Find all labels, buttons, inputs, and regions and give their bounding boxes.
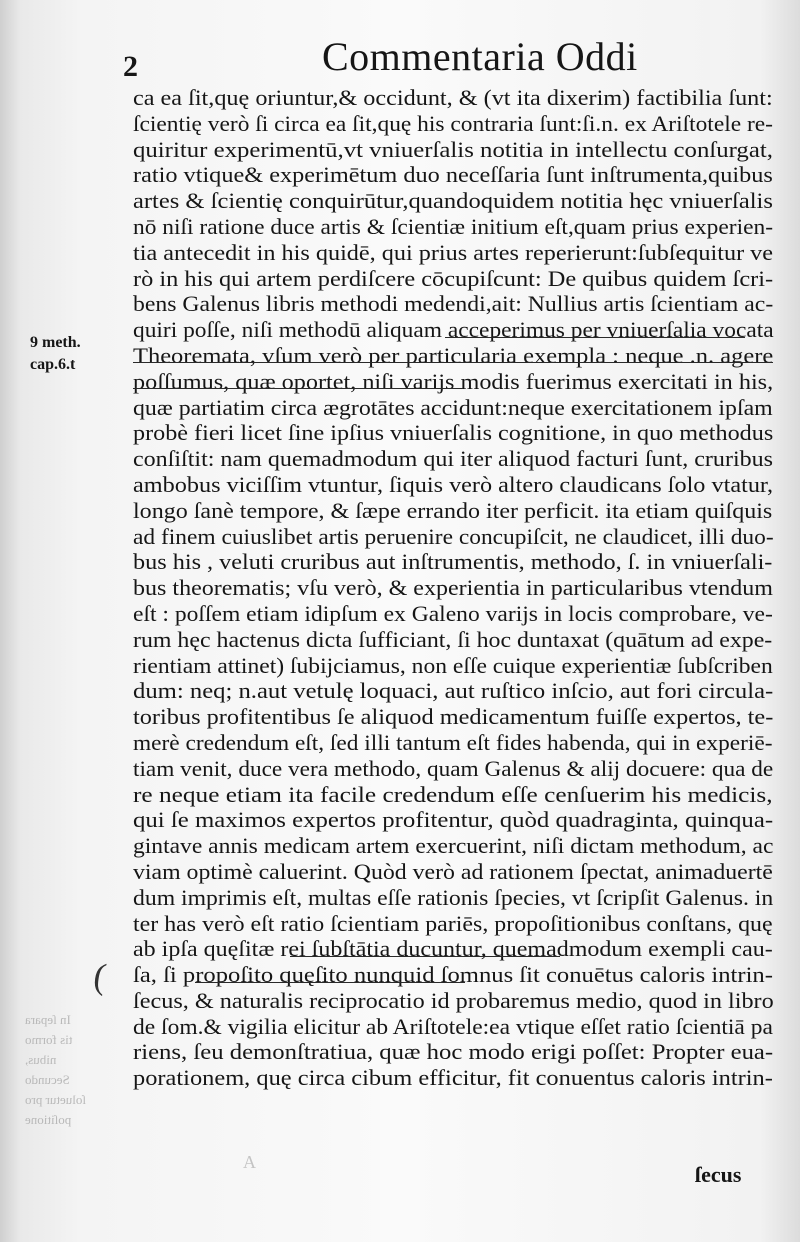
page-header [0,30,800,83]
show-through-text: In ſepara tis formo nibus, Secundo ſoluetur pro poſitione [25,1012,87,1127]
text-line: ab ipſa quęſitæ rei ſubſtātia ducuntur, quemadmodum exempli cau- [133,936,773,962]
text-line: porationem, quę circa cibum efficitur, fit conuentus caloris intrin- [133,1065,773,1091]
marginal-note-line: cap.6.t [30,356,76,373]
text-line: riens, ſeu demonſtratiua, quæ hoc modo erigi poſſet: Propter eua- [133,1039,774,1065]
ink-underline [290,956,560,957]
text-line: ambobus viciſſim vtuntur, ſiquis verò altero claudicans ſolo vtatur, [133,471,774,497]
text-line: ſcientię verò ſi circa ea ſit,quę his contraria ſunt:ſi.n. ex Ariſtotele re- [133,110,773,136]
ink-underline [133,362,773,363]
text-line: longo ſanè tempore, & ſæpe errando iter perficit. ita etiam quiſquis [133,497,773,523]
text-line: ſa, ſi propoſito quęſito nunquid ſomnus ſit conuētus caloris intrin- [133,962,773,988]
text-line: ſecus, & naturalis reciprocatio id probaremus medio, quod in libro [133,987,774,1013]
text-line: quæ partiatim circa ægrotātes accidunt:neque exercitationem ipſam [133,394,773,420]
text-line: dum imprimis eſt, multas eſſe rationis ſpecies, vt ſcripſit Galenus. in [133,884,774,910]
text-line: ca ea ſit,quę oriuntur,& occidunt, & (vt ita dixerim) factibilia ſunt: [133,85,773,110]
text-line: eſt : poſſem etiam idipſum ex Galeno varijs in locis comprobare, ve- [133,600,773,626]
text-line: nō niſi ratione duce artis & ſcientiæ initium eſt,quam prius experien- [133,213,774,239]
text-line: Theoremata, vſum verò per particularia exempla : neque .n. agere [133,342,774,368]
page-number: 2 [123,50,138,83]
ink-bracket-mark: ( [91,955,109,997]
text-line: dum: neq; n.aut vetulę loquaci, aut ruſtico inſcio, aut fori circula- [133,678,774,704]
text-line: poſſumus, quæ oportet, niſi varijs modis fuerimus exercitati in his, [133,368,774,394]
text-line: rientiam attinet) ſubijciamus, non eſſe cuique experientiæ ſubſcriben [133,652,773,678]
text-line: quiritur experimentū,vt vniuerſalis notitia in intellectu conſurgat, [133,136,773,162]
text-line: qui ſe maximos expertos profitentur, quòd quadraginta, quinqua- [133,807,774,833]
text-line: de ſom.& vigilia elicitur ab Ariſtotele:ea vtique eſſet ratio ſcientiā pa [133,1013,773,1039]
text-line: gintave annis medicam artem exercuerint, niſi dictam methodum, ac [133,833,774,859]
text-line: ratio vtique& experimētum duo neceſſaria ſunt inſtrumenta,quibus [133,162,773,188]
marginal-note-line: 9 meth. [30,334,81,351]
ink-underline [445,337,745,338]
text-line: quiri poſſe, niſi methodū aliquam acceperimus per vniuerſalia vocata [133,317,774,343]
text-line: bus theorematis; vſu verò, & experientia in particularibus vtendum [133,575,773,601]
text-line: toribus profitentibus ſe aliquod medicamentum fuiſſe expertos, te- [133,704,774,730]
show-through-signature: A [243,1152,256,1172]
catchword: ſecus [695,1162,742,1187]
text-line: ter has verò eſt ratio ſcientiam pariēs, propoſitionibus conſtans, quę [133,910,773,936]
ink-underline [195,982,465,983]
text-line: re neque etiam ita facile credendum eſſe cenſuerim his medicis, [133,781,773,807]
ink-underline [133,388,463,389]
text-line: probè fieri licet ſine ipſius vniuerſalis cognitione, in quo methodus [133,420,774,446]
running-title: Commentaria Oddi [322,34,638,79]
text-line: merè credendum eſt, ſed illi tantum eſt fides habenda, qui in experiē- [133,729,773,755]
text-line: bus his , veluti cruribus aut inſtrumentis, methodo, ſ. in vniuerſali- [133,549,773,575]
text-line: tia antecedit in his quidē, qui prius artes reperierunt:ſubſequitur ve [133,239,774,265]
text-line: conſiſtit: nam quemadmodum qui iter aliquod facturi ſunt, cruribus [133,446,773,472]
text-line: viam optimè caluerint. Quòd verò ad rationem ſpectat, animaduertē [133,858,773,884]
text-line: rum hęc hactenus dicta ſufficiant, ſi hoc duntaxat (quātum ad expe- [133,626,773,652]
marginal-note [30,332,120,376]
text-line: artes & ſcientię conquirūtur,quandoquidem notitia hęc vniuerſalis [133,188,773,214]
text-line: rò in his qui artem perdiſcere cōcupiſcunt: De quibus quidem ſcri- [133,265,774,291]
body-text [133,85,773,1091]
text-line: tiam venit, duce vera methodo, quam Galenus & alij docuere: qua de [133,755,774,781]
text-line: ad finem cuiuslibet artis peruenire concupiſcit, ne claudicet, illi duo- [133,523,774,549]
text-line: bens Galenus libris methodi medendi,ait: Nullius artis ſcientiam ac- [133,291,774,317]
